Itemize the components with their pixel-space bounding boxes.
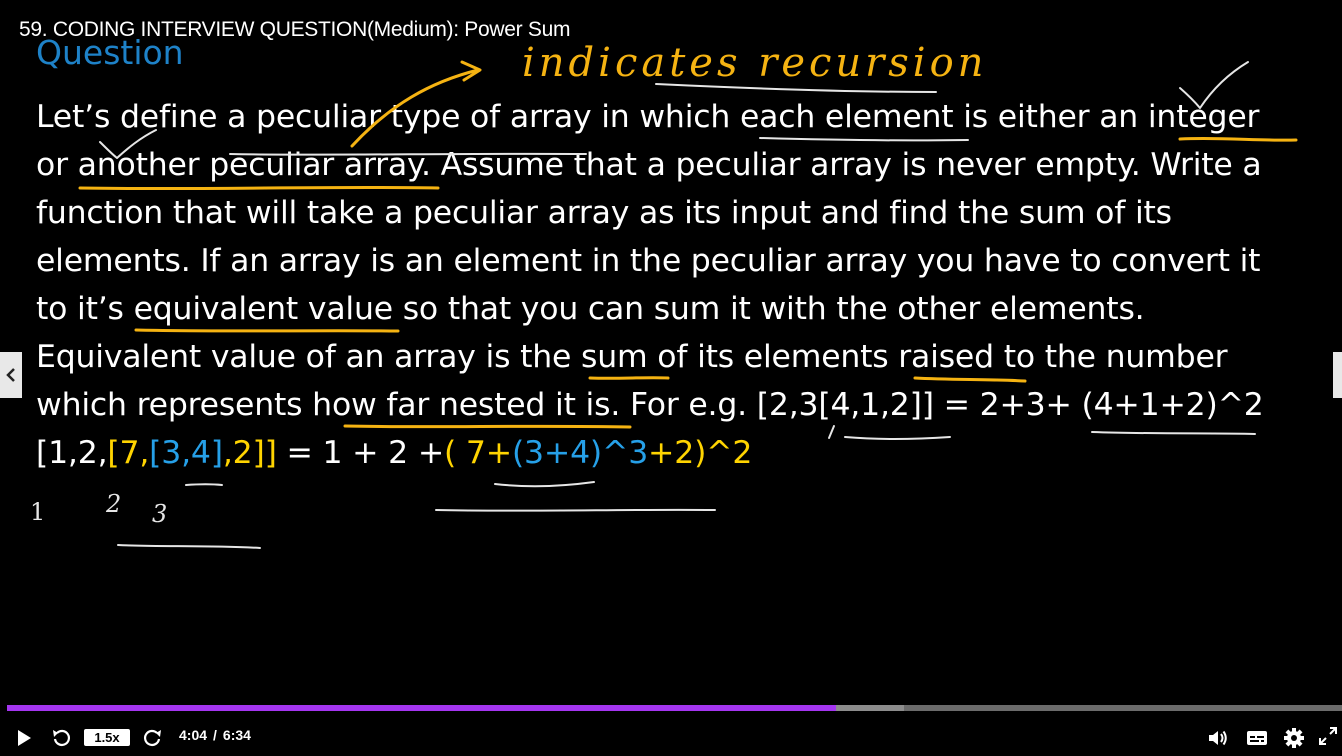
slide-text-line: or another peculiar array. Assume that a peculiar array is never empty. Write a (36, 147, 1262, 183)
chevron-left-icon (5, 367, 17, 383)
underline-sum (590, 378, 668, 379)
underline-raised (915, 378, 1025, 381)
duration: 6:34 (222, 727, 251, 743)
progress-bar[interactable] (7, 705, 1342, 711)
example-part: [3,4] (149, 435, 223, 471)
time-separator: / (213, 727, 217, 743)
example-part: (3+4)^3 (511, 435, 649, 471)
playback-speed-button[interactable]: 1.5x (84, 729, 130, 746)
volume-button[interactable] (1205, 726, 1231, 750)
handwritten-note: indicates recursion (522, 40, 988, 86)
pen-tick (829, 426, 834, 438)
play-icon (15, 728, 33, 748)
underline-how-far-nested (345, 426, 630, 427)
pen-underline (118, 545, 260, 548)
current-time: 4:04 (179, 727, 208, 743)
previous-lecture-button[interactable] (0, 352, 22, 398)
example-part: [1,2, (36, 435, 108, 471)
slide-heading: Question (36, 33, 184, 72)
depth-label: 1 (30, 498, 46, 526)
pen-underline (656, 84, 936, 92)
video-title: 59. CODING INTERVIEW QUESTION(Medium): Power Sum (19, 18, 571, 41)
pen-underline (495, 482, 594, 486)
slide-text-line: to it’s equivalent value so that you can sum it with the other elements. (36, 291, 1145, 327)
example-part: = 1 + 2 + (276, 435, 445, 471)
fullscreen-button[interactable] (1316, 724, 1340, 748)
depth-label: 3 (152, 500, 168, 528)
volume-icon (1207, 728, 1229, 748)
slide-text-line: elements. If an array is an element in the peculiar array you have to convert it (36, 243, 1261, 279)
example-line (36, 435, 1336, 471)
captions-icon (1246, 729, 1268, 747)
progress-played (7, 705, 836, 711)
underline-equivalent-value (136, 330, 398, 331)
pen-underline (760, 138, 968, 140)
pen-underline (186, 484, 222, 485)
time-display (176, 727, 254, 743)
pen-underline (1092, 432, 1255, 434)
pen-underline (436, 510, 715, 511)
next-lecture-button[interactable] (1333, 352, 1342, 398)
slide-text-line: function that will take a peculiar array as its input and find the sum of its (36, 195, 1172, 231)
example-part: +2)^2 (648, 435, 753, 471)
example-part: [7, (107, 435, 150, 471)
expand-icon (1318, 726, 1338, 746)
annotation-arrowhead (462, 62, 480, 80)
play-button[interactable] (12, 726, 36, 750)
slide-text-line: Let’s define a peculiar type of array in which each element is either an integer (36, 99, 1260, 135)
rewind-button[interactable] (50, 726, 74, 750)
example-part: ( 7+ (444, 435, 512, 471)
captions-button[interactable] (1244, 726, 1270, 750)
depth-label: 2 (106, 490, 122, 518)
player-controls (0, 713, 1342, 756)
settings-button[interactable] (1282, 726, 1306, 750)
slide-text-line: which represents how far nested it is. For e.g. [2,3[4,1,2]] = 2+3+ (4+1+2)^2 (36, 387, 1264, 423)
gear-icon (1283, 727, 1305, 749)
underline-integer (1180, 138, 1296, 140)
forward-button[interactable] (140, 726, 164, 750)
slide-text-line: Equivalent value of an array is the sum of its elements raised to the number (36, 339, 1228, 375)
rewind-5-icon (51, 727, 73, 749)
underline-another-peculiar-array (80, 187, 438, 188)
example-part: ,2]] (222, 435, 277, 471)
forward-5-icon (141, 727, 163, 749)
